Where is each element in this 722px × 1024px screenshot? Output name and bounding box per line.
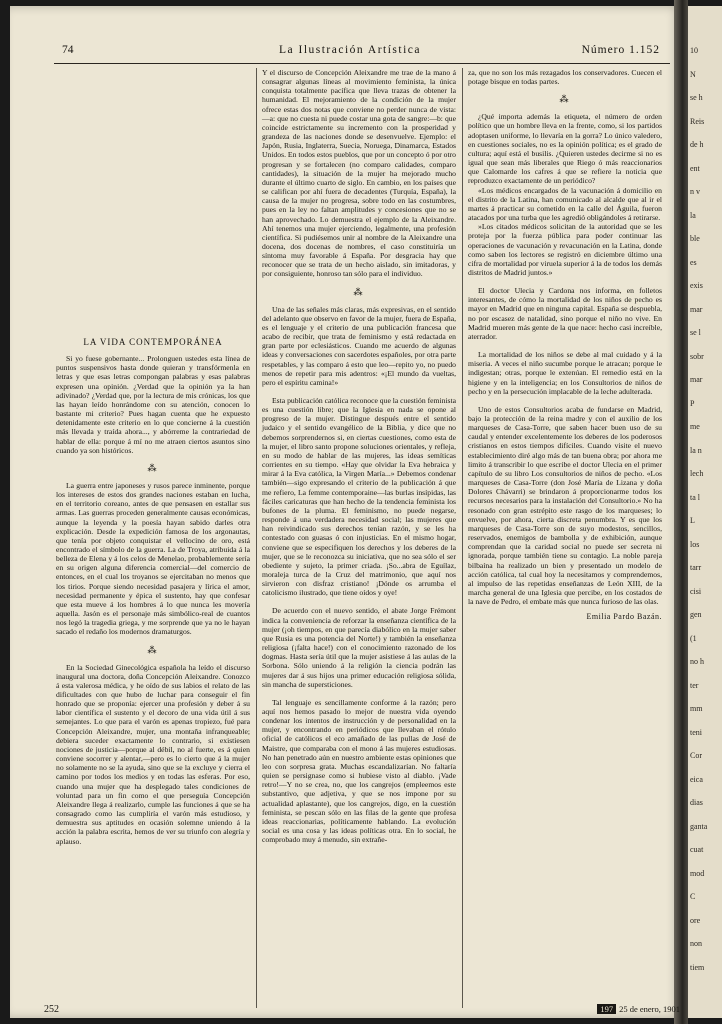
issue-number: Número 1.152 [581,44,660,56]
adjacent-page-fragment: mm [690,704,703,713]
adjacent-page-fragment: ganta [690,821,708,831]
archive-date: 25 de enero, 1901 [619,1004,680,1014]
page-number: 74 [62,44,74,56]
adjacent-page-fragment: la [690,210,696,220]
column-divider [462,68,463,1008]
adjacent-page-fragment: tiem [690,962,705,972]
adjacent-page-fragment: lech [690,469,704,478]
adjacent-page-fragment: (1 [690,633,697,643]
column-divider [256,68,257,1008]
paragraph: Y el discurso de Concepción Aleixandre me trae de la mano á consagrar algunas líneas al movimiento feminista, la única conquista totalmente pacífica que lleva trazas de obtener la humanidad. El mejoramiento de la condición de la mujer ofrece estas dos notas que conviene no perder nunca de vista:—a: que no cuesta ni puede costar una gota de sangre:—b: que coincide estrictamente su incremento con la prosperidad y grandeza de las naciones donde se desenvuelve. Ejemplo: el Japón, Rusia, Inglaterra, Suecia, Noruega, Dinamarca, Estados Unidos. En todos estos pueblos, que por un concepto ó por otro progresan y se fortalecen (no comparo calidades, comparo cantidades), la situación de la mujer ha mejorado mucho durante el último cuarto de siglo. En cambio, en los países que se califican por ahí fuera de decadentes (Turquía, España), la causa de la mujer no progresa, sobre todo en las costumbres, pues en la ley no faltan amplitudes y concesiones que no se han aprovechado. Lo demuestra el ejemplo de la Aleixandre. Ahí tenemos una mujer ejerciendo, legalmente, una profesión científica. Si pudiésemos unir al nombre de la Aleixandre una docena, dos docenas de nombres, el caso constituiría un síntoma muy favorable á España. Por desgracia hay que reconocer que se trata de un hecho aislado, sin imitadoras, y por consiguiente, honroso tan sólo para el individuo. [262,68,456,279]
adjacent-page-fragment: ent [690,163,700,173]
adjacent-page-fragment: mod [690,868,705,878]
adjacent-page-fragment: es [690,257,697,267]
magazine-title: La Ilustración Artística [278,44,422,56]
adjacent-page-fragment: N [690,69,696,79]
section-break: ⁂ [559,94,571,105]
adjacent-page-fragment: L [690,516,695,525]
paragraph: Si yo fuese gobernante... Prolonguen ustedes esta línea de puntos suspensivos hasta donde quieran y transfórmenla en letras y que esas letras compongan palabras y esas palabras expresen una opinión. ¿Verdad que la opinión ya la han adivinado? ¿Verdad que, por la lectura de mis crónicas, los que las hayan leído honrándome con su atención, conocen lo bastante mi criterio? Pues hagan cuenta que he expuesto detenidamente este criterio en lo que concierne á la cuestión más llevada y traída ahora..., y abórreme la contrariedad de hablar de ella: porque á mí no me atraen ciertos asuntos sino cuando ya son históricos. [56,354,250,455]
section-break: ⁂ [353,286,365,297]
adjacent-page-fragment: exis [690,281,703,290]
paragraph: ¿Qué importa además la etiqueta, el número de orden político que un hombre lleva en la frente, como, si los partidos adoptasen uniforme, lo llevaría en la gorra? Lo único valedero, en cuestiones sociales, no es la opinión política; es el grado de cultura; aquí está el busilis. ¿Quieren ustedes decirme si no es igual que sean más liberales que Riego ó más reaccionarios que Calomarde los cafres á que se refiere la noticia que reproduzco exactamente de un periódico? [468,112,662,186]
adjacent-page-fragment: C [690,892,696,901]
author-signature: Emilia Pardo Bazán. [586,612,662,622]
column-3 [468,68,662,621]
archive-stamp [597,1004,680,1014]
adjacent-page-fragment: no h [690,657,704,666]
adjacent-page-fragment: se l [690,328,701,337]
adjacent-page-fragment: non [690,939,702,948]
adjacent-page-fragment: ter [690,680,699,690]
adjacent-page-fragment: mar [690,375,703,384]
adjacent-page-fragment: gen [690,610,702,619]
article-title: LA VIDA CONTEMPORÁNEA [83,337,223,347]
paragraph: Uno de estos Consultorios acaba de fundarse en Madrid, bajo la protección de la reina madre y con el auxilio de los marqueses de Casa-Torre, que saben hacer buen uso de su caudal y entender excelentemente los deberes de los poderosos cristianos en estos tiempos difíciles. Cuando visite el nuevo establecimiento diré algo más de tan buena obra; por ahora me limito á transcribir lo que escribe el doctor Ulecia en el primer capítulo de su libro Los consultorios de niños de pecho. «Los marqueses de Casa-Torre (don José María de Lizana y doña Dolores Chávarri) se brindaron á proporcionarme todos los recursos necesarios para la instalación del Consultorio.» No ha resonado con gran estrépito este rasgo de los marqueses; lo envuelve, por ahora, cierta discreta penumbra. Y es que los marqueses de Casa-Torre son de suyo modestos, sencillos, reservados, enemigos de bambolla y de exhibición, aunque comprendan que la caridad social no puede ser secreta ni ignorada, porque también tiene su contagio. La noble pareja bilbaína ha realizado un bien y presentado un modelo de acción católica, tal cual hoy la necesitamos y comprendemos, al impulso de las repetidas enseñanzas de León XIII, de la marcha general de una Iglesia que percibe, en los costados de la nave de Pedro, el embate más que nunca furioso de las olas. [468,404,662,607]
adjacent-page-fragment: de h [690,140,704,149]
archive-page-number: 252 [44,1004,59,1015]
quote-paragraph: «Los médicos encargados de la vacunación á domicilio en el distrito de la Latina, han comunicado al alcalde que al ir el martes á practicar su cometido en la calle del Águila, fueron atacados por una turba que les agredió obligándoles á retirarse. [468,185,662,223]
adjacent-page-fragment: eica [690,774,703,784]
adjacent-page-fragment: se h [690,93,703,102]
adjacent-page-fragment: la n [690,445,702,455]
adjacent-page-fragment: 10 [690,46,698,55]
paragraph: De acuerdo con el nuevo sentido, el abate Jorge Frémont indica la conveniencia de reforzar la enseñanza científica de la mujer (¡oh tiempos, en que parecía diabólico en la mujer saber que Rusia es una potencia del Norte!) y también la enseñanza religiosa (¡falta hace!) con el conocimiento razonado de los dogmas. Hasta sería útil que la mujer asistiese á las aulas de la Sorbona. Sólo uniendo á la religión la ciencia podrán las mujeres dar á sus hijos una primer educación religiosa sólida, sin mancha de supersticiones. [262,606,456,689]
adjacent-page-fragment: cuat [690,845,704,854]
paragraph: La mortalidad de los niños se debe al mal cuidado y á la miseria. A veces el niño sucumbe porque le atracan; porque le indigestan; otras, porque le extenúan. El remedio está en la higiene y en la inteligencia; en los Consultorios de niños de pecho y en la persecución implacable de la leche adulterada. [468,350,662,396]
section-break: ⁂ [147,462,159,473]
adjacent-page-fragment: ta l [690,492,700,502]
adjacent-page-fragment: n v [690,187,700,196]
adjacent-page-fragment: mar [690,304,703,314]
adjacent-page-fragment: P [690,398,695,408]
adjacent-page-edge [688,6,722,1018]
adjacent-page-fragment: cisi [690,586,702,596]
adjacent-page-fragment: sobr [690,351,704,361]
paragraph: En la Sociedad Ginecológica española ha leído el discurso inaugural una doctora, doña Concepción Aleixandre. Conozco á esta valerosa médica, y he oído de sus labios el relato de las dificultades con que hubo de luchar para conseguir el fin honrado que se proponía: ejercer una profesión y deber á su labor científica el sustento y el decoro de una vida útil á sus semejantes. Lo que para el varón es apenas tropiezo, fué para Concepción Aleixandre, mujer, una montaña infranqueable; debiera suceder exactamente lo contrario, si existiesen nociones de justicia—porque al débil, no al fuerte, es á quien conviene socorrer y alentar,—pero es lo cierto que á la mujer no solamente no se la ayuda, sino que se la excluye y cierra el camino por todos los medios y en todas las esferas. Por eso, cuando una mujer que ha desplegado tales condiciones de voluntad para un fin como el que perseguía Concepción Aleixandre llega á realizarlo, cumple las funciones á que se ha consagrado como las cumpliría el varón más estudioso, y demuestra sus aptitudes en ocasión solemne uniendo á la acción la palabra escrita, hemos de ver su triunfo con alegría y aplauso. [56,662,250,846]
column-2 [262,68,456,844]
paragraph: Esta publicación católica reconoce que la cuestión feminista es una cuestión libre; que la Iglesia en nada se opone al progreso de la mujer. Distingue después entre el sentido judaico y el sentido evangélico de la Biblia, y dice que no debemos sorprendernos si, en ciertas cuestiones, como esta de la mujer, el libro santo propone soluciones orientales, y refleja, en su modo de hablar de las mujeres, las ideas semíticas corrientes en su tiempo. «Hay que olvidar la Eva hebraica y mirar á la Eva católica, la Virgen María...» Debemos condenar también—sigo expresando el criterio de la publicación á que me refiero, La femme contemporaine—las burlas insípidas, las fáciles caricaturas que han hecho de la tendencia feminista los bufones de la pluma. El feminismo, no puede negarse, responde á una verdadera necesidad social; las mujeres que han reivindicado sus derechos tenían razón, y se les ha contestado con guasas ó con injusticias. En el mismo hogar, conviene que se especifiquen los derechos y los deberes de la mujer, que se le reconozca su iniciativa, que no sea sólo el ser obediente y sujeto, la primer criada. ¡So...abra de Eguílaz, moraleja turca de la Cruz del matrimonio, que aquí nos sirvieron con disfraz cristiano! ¡Dónde os arrumba el catolicismo ilustrado, que tiene oídos y oye! [262,396,456,598]
adjacent-page-fragment: ore [690,915,701,925]
paragraph: La guerra entre japoneses y rusos parece inminente, porque los intereses de estos dos grandes naciones estaban en lucha, en el territorio coreano, antes de que pensasen en estallar sus armas. Las guerras proceden generalmente causas económicas, aunque la leyenda y la poesía hayan sabido darles otra explicación. Desde la expedición famosa de los argonautas, que tenía por objeto conquistar el vellocino de oro, está encontrado el símbolo de la guerra. La de Troya, atribuida á la belleza de Elena y á los celos de Menelao, probablemente sería en su origen alguna diferencia comercial—del comercio de entonces, en el cual los troyanos se ejercitaban no menos que los tirios. Porque siendo necesidad pasajera y lírica el amor, necesidad permanente y épica el sustento, hay que confesar que esta mueve á los hombres á lo que nunca les movería aquella. Jasón es el personaje más simbólico-real de cuantos nos legó la tragedia griega, y me sorprende que ya no le hayan sacado el redaño los modernos dramaturgos. [56,480,250,637]
adjacent-page-fragment: me [690,422,700,431]
paragraph: za, que no son los más rezagados los conservadores. Cuecen el potage bisque en todas partes. [468,68,662,87]
adjacent-page-fragment: ble [690,234,700,243]
quote-paragraph: »Los citados médicos solicitan de la autoridad que se les proteja por la fuerza pública para poder continuar las operaciones de vacunación y revacunación en la Latina, donde como saben los lectores se registró en diciembre último una cifra de mortalidad por viruela superior á la de todos los demás distritos de Madrid juntos.» [468,222,662,277]
adjacent-page-fragment: tarr [690,563,702,572]
binding-gutter [674,0,688,1024]
adjacent-page-fragment: teni [690,727,702,737]
section-break: ⁂ [147,644,159,655]
adjacent-page-fragment: los [690,539,700,549]
adjacent-page-fragment: Cor [690,751,702,760]
paragraph: Tal lenguaje es sencillamente conforme á la razón; pero aquí nos hemos pasado lo mejor de nuestra vida oyendo condenar los intentos de instrucción y de personalidad en la mujer, y encontrando en periódicos que llevaban el rótulo oficial de católicos el eco amañado de las pullas de José de Maistre, que comparaba con el mono á las mujeres estudiosas. No han penetrado aún en nuestro ambiente estas opiniones que leo con sorpresa grata. Muchas escandalizarían. No faltaría quien se persignase como si hubiese visto al diablo. ¡Vade retro!—Y no se crea, no, que los cangrejos (empleemos este substantivo, que adjetiva, y que se nos impone por su actualidad aplastante), que los cangrejos, digo, en la cuestión feminista, se pescan sólo en las filas de la gente que profesa ideas reaccionarias, políticamente hablando. La evolución social es una cosa y las ideas políticas otra. En lo social, he comprobado muy á menudo, sin extrañe- [262,697,456,845]
paragraph: Una de las señales más claras, más expresivas, en el sentido del adelanto que observo en favor de la mujer, fuera de España, es el lenguaje y el criterio de una publicación francesa que acabo de recibir, que trata de feminismo y está redactada en gran parte por eclesiásticos. Cuando me acuerdo de algunas ideas y conversaciones con sacerdotes españoles, por otra parte respetables, y las comparo á esto que leo—repito yo, no puedo menos de repetir para mis adentros: «¡El mundo da vueltas, pero el espíritu camina!» [262,304,456,387]
column-1 [56,338,250,846]
page-header [40,44,660,60]
adjacent-page-fragment: dias [690,798,703,807]
header-rule [54,63,670,64]
paragraph: El doctor Ulecia y Cardona nos informa, en folletos interesantes, de cómo la mortalidad de los niños de pecho es mayor en Madrid que en ninguna capital. España se despuebla, no por escasez de natalidad, sino porque el niño no vive. En Madrid mueren más gente de la que nace: hecho casi increíble, aterrador. [468,286,662,341]
archive-badge: 197 [597,1004,616,1014]
adjacent-page-fragment: Reis [690,116,705,126]
